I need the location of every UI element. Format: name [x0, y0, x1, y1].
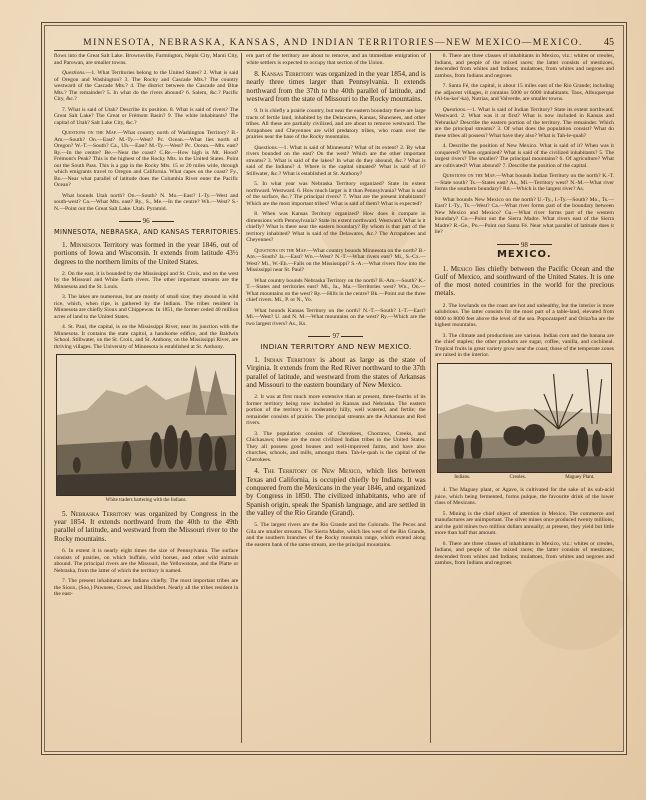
paragraph-6: 6. There are three classes of inhabitants in Mexico, viz.: whites or creoles, Indians, and people of the mixed races; the latter consists of mestizoes, descended from whites and Indians; mulattoes, from whites and negroes and zambos, from Indians and negroes: [434, 53, 614, 79]
trading-scene-engraving: [57, 355, 235, 495]
nebraska-questions: 5. In what year was Nebraska Territory organized? State its extent northward. Westward. 6. How much larger is it than Pennsylvania? What is said of the surface, &c.? The principal rivers? 7. What are the present inhabitants? Which are the most important tribes? What is said of them? What is expected?: [246, 181, 426, 207]
utah-map-questions: What bounds Utah north? On.—South? N. Mo.—East? I.-Ty.—West and south-west? Ca.—What Mts. east? Ry., S., Me.—In the centre? Wh.—West? S.-N.—Point out the Great Salt Lake. Utah. Pyramid.: [54, 192, 239, 212]
questions-label: Questions.: [254, 144, 279, 151]
section-title: MEXICO.: [496, 249, 552, 260]
questions-paragraph: Questions.—1. What Territories belong to the United States? 2. What is said of Oregon and Washington? 3. The Rocky and Cascade Mts.? The country westward of the Cascade Mts.? 4. The district between the Cascade and Blue Mts.? The remainder? 5. In what do the rivers abound? 6. Salem, &c.? Pacific City, &c.?: [54, 70, 239, 102]
mexico-scene-engraving: [438, 364, 611, 472]
paragraph-5: 5. The largest rivers are the Rio Grande and the Colorado. The Pecos and Gila are smaller streams. The Sierra Madre, which lies west of the Rio Grande, and the southern branches of the Rocky mountain range, which extend along the eastern bank of the same stream, are the principal mountains.: [246, 522, 426, 548]
illustration-trading: [56, 354, 236, 496]
map-questions: Questions on the Map.—What country bounds Minnesota on the north? B.-Am.—South? Ia.—East? Wn.—West? N.-T.—What rivers east? Mi., S.-Cx.—West? Mi., W.-Eh.—Falls on the Mississippi? S.-A.—What rivers flow into the Mississippi near St. Paul?: [246, 247, 426, 274]
questions-paragraph: Questions.—1. What is said of Indian Territory? State its extent northward. Westward. 2. What was it at first? What is now included in Kansas and Nebraska? Describe the eastern portion of the territory. The remainder. Which are the principal streams? 3. Of what does the population consist? What do these tribes all possess? What have they also? What is Tah-le-quah?: [434, 106, 614, 139]
paragraph-1: 1. Minnesota Territory was formed in the year 1846, out of portions of Iowa and Wisconsin. It extends from latitude 43½ degrees to the northern limits of the United States.: [54, 241, 239, 266]
page-number: 45: [604, 36, 614, 48]
section-number: 98: [435, 242, 614, 249]
questions-paragraph: Questions.—1. What is said of Minnesota? What of its extent? 2. By what rivers bounded on the east? On the west? Which are the other important streams? 3. What is said of the lakes? In what do they abound, &c.? What is said of the Indians? 4. Where is the capital situated? What is said of it? Stillwater, &c.? What is established at St. Anthony?: [246, 144, 426, 177]
questions-label: Questions.: [62, 70, 86, 76]
caption-creoles: Creoles.: [509, 474, 526, 480]
column-right: [431, 53, 614, 743]
paragraph-7: 7. Santa Fé, the capital, is about 15 miles east of the Rio Grande; including the adjacent villages, it contains 5000 or 6000 inhabitants. Taos, Albuquerque (Al-bu-ker'-ka), Nutrias, and Valverde, are smaller towns.: [434, 83, 614, 102]
paragraph-7: 7. The present inhabitants are Indians chiefly. The most important tribes are the Sioux, (Soo,) Pawnees, Crows, and Blackfeet. Nearly all the tribes resident in the east-: [54, 578, 239, 598]
running-title: MINNESOTA, NEBRASKA, KANSAS, AND INDIAN TERRITORIES—NEW MEXICO—MEXICO.: [83, 36, 583, 48]
paragraph-6: 6. In extent it is nearly eight times the size of Pennsylvania. The surface consists of prairies, on which buffalo, wild horses, and other wild animals abound. The principal rivers are the Missouri, the Yellowstone, and the Platte or Nebraska, from the latter of which the territory is named.: [54, 548, 239, 574]
new-mexico-map-questions: What bounds New Mexico on the north? U.-Ty., I.-Ty.—South? Mo., Ts.—East? I.-Ty., Ts.—West? Ca.—What river forms part of the boundary between New Mexico and Mexico? Ga.—What river forms part of the western boundary? Co.—Point out the Sierra Madre. What rivers east of the Sierra Madre? R.-Ge., Po.—Point out Santa Fé. Near what parallel of latitude does it lie?: [434, 196, 614, 235]
caption-maguey: Maguey Plant.: [565, 474, 595, 480]
map-questions: Questions on the Map.—What country north of Washington Territory? B.-Am.—South? On.—East? M.-Ty.—West? Pc. Ocean.—What lies north of Oregon? W.-T.—South? Ca., Uh.—East? M.-Ty.—West? Pc. Ocean.—Mts. east? Ry.—In the centre? Be.—Near the coast? C.Re.—How high is Mt. Hood? Frémont's Peak? This is the highest of the Rocky Mts. in the United States. Point out the South Pass. This is a gap in the Rocky Mts. 15 or 20 miles wide, through which emigrants travel to Oregon and California. What capes on the coast? Fy., Bo.—Near what parallel of latitude does the Columbia River enter the Pacific Ocean?: [54, 130, 239, 188]
paragraph-4: 4. The Territory of New Mexico, which lies between Texas and California, is occupied chiefly by Indians. It was conquered from the Mexicans in the year 1846, and organized by Congress in 1850. The civilized inhabitants, who are of Spanish origin, speak the Spanish language, and are settled in the valley of the Rio Grande (Grand).: [246, 467, 426, 517]
illustration-mexico: [437, 363, 612, 473]
paragraph-2: 2. The lowlands on the coast are hot and unhealthy, but the interior is more salubrious. The latter consists for the most part of a table-land, elevated from 6000 to 8000 feet above the level of the sea. Popocatapetl' and Oriza'ba are the highest mountains.: [434, 302, 614, 329]
map-questions: Questions on the Map.—What bounds Indian Territory on the north? K.-T.—State south? Ts.—States east? As., Mi.—Territory west? N.-M.—What river forms the southern boundary? Rd.—Which is the largest river? As.: [434, 173, 614, 192]
continued-paragraph: ern part of the territory are about to remove, and an immediate emigration of white settlers is expected to occupy that section of the Union.: [246, 53, 426, 66]
questions-label: Questions.: [442, 106, 467, 113]
paragraph-3: 3. The lakes are numerous, but are mostly of small size; they abound in wild rice, which, when ripe, is gathered by the Indians. The tribes resident in Minnesota are chiefly Sioux and Chippewas. In 1851, the former ceded 40 million acres of land to the United States.: [54, 294, 239, 320]
paragraph-9: 9. It is chiefly a prairie country, but near the eastern boundary there are large tracts of fertile land, inhabited by the Delawares, Kansas, Shawnees, and other tribes. All these are partially civilized, and are about to remove westward. The Arrapahoes and Cheyennes are wild predatory tribes, who roam over the prairies near the base of the Rocky mountains.: [246, 108, 426, 141]
kansas-map-questions: What bounds Kansas Territory on the north? N.-T.—South? I.-T.—East? Mi.—West? U. and N. M.—What mountains on the west? Ry.—Which are the two largest rivers? As., Ks.: [246, 307, 426, 327]
utah-questions: 7. What is said of Utah? Describe its position. 8. What is said of rivers? The Great Salt Lake? The Great or Frémont Basin? 9. The white inhabitants? The capital of Utah? Salt Lake City, &c.?: [54, 106, 239, 126]
paragraph-5: 5. Mining is the chief object of attention in Mexico. The commerce and manufactures are unimportant. The silver mines once produced twenty millions, and the gold mines two million dollars annually; at present, they yield but little more than half that amount.: [434, 510, 614, 537]
paragraph-1: 1. Mexico lies chiefly between the Pacific Ocean and the Gulf of Mexico, and southward of the United States. It is one of the most noted countries in the world for the precious metals.: [434, 264, 614, 298]
map-questions-label: Questions on the Map.: [62, 130, 118, 136]
paragraph-2: 2. It was at first much more extensive than at present, three-fourths of its former territory being now included in Kansas and Nebraska. The eastern portion of the territory is moderately hilly, well watered, and fertile; the remainder consists of prairie. The principal streams are the Arkansas and Red rivers.: [246, 394, 426, 427]
column-left: [54, 53, 242, 743]
paragraph-2: 2. On the east, it is bounded by the Mississippi and St. Croix, and on the west by the Missouri and White Earth rivers. The other important streams are the Minnesota and the St. Louis.: [54, 270, 239, 290]
column-middle: [242, 53, 430, 743]
kansas-questions: 8. When was Kansas Territory organized? How does it compare in dimensions with Pennsylvania? State its extent northward. Westward. What is it chiefly? What is there near the eastern boundary? By whom is that part of the territory inhabited? What is said of the Delawares, &c.? The Arrapahoes and Cheyennes?: [246, 211, 426, 244]
map-questions-label: Questions on the Map.: [254, 247, 308, 254]
caption-indians: Indians.: [454, 474, 471, 480]
section-number: 96: [54, 218, 238, 225]
paragraph-5: 5. Nebraska Territory was organized by Congress in the year 1854. It extends northward from the 40th to the 49th parallel of latitude, and westward from the Missouri river to the Rocky mountains.: [54, 509, 239, 543]
paragraph-3: 3. The climate and productions are various. Indian corn and the banana are the chief staples; the other products are sugar, coffee, vanilla, and cochineal. Tropical fruits in great variety grow near the coast; those of the temperate zones are raised in the interior.: [434, 332, 614, 359]
illustration-caption: White traders bartering with the Indians.: [105, 498, 187, 504]
illustration-captions: [435, 475, 614, 482]
paragraph-8: 8. Kansas Territory was organized in the year 1854, and is nearly three times larger than Pennsylvania. It extends northward from the 37th to the 40th parallel of latitude, and westward from the state of Missouri to the Rocky mountains.: [246, 70, 426, 103]
paragraph-4: 4. The Maguey plant, or Agave, is cultivated for the sake of its sub-acid juice, which being fermented, forms pulque, the favourite drink of the lower class of Mexicans.: [434, 487, 614, 507]
continued-paragraph: flows into the Great Salt Lake. Brownsville, Farmington, Nephi City, Manti City, and Parowan, are smaller towns.: [54, 53, 239, 66]
paragraph-1: 1. Indian Territory is about as large as the state of Virginia. It extends from the Red River northward to the 37th parallel of latitude, and westward from the states of Arkansas and Missouri to the eastern boundary of New Mexico.: [246, 356, 426, 390]
paragraph-3: 3. The population consists of Cherokees, Choctaws, Creeks, and Chickasaws; these are the most civilized Indian tribes in the United States. They all possess good houses and well-improved farms, and have also churches, schools, and mills, amongst them. Tah-le-quah is the capital of the Cherokees.: [246, 430, 426, 463]
page-header: [54, 34, 614, 51]
text-columns: [54, 53, 614, 743]
nebraska-map-questions: What country bounds Nebraska Territory on the north? B.-Am.—South? K.-T.—States and territories east? Mi., Ia., Ma.—Territories west? Wn., On.—What mountains on the west? Ry.—Hills in the centre? Bk.—Point out the three chief rivers. Mi., P. or N., Yo.: [246, 277, 426, 304]
section-number: 97: [246, 333, 425, 340]
map-questions-label: Questions on the Map.: [442, 173, 497, 179]
section-title: MINNESOTA, NEBRASKA, AND KANSAS TERRITORIES.: [54, 227, 241, 236]
paragraph-4: 4. St. Paul, the capital, is on the Mississippi River, near its junction with the Minnesota. It contains the state capitol, a handsome edifice, and the Baldwin School. Stillwater, on the St. Croix, and St. Anthony, on the Mississippi River, are thriving villages. The University of Minnesota is established at St. Anthony.: [54, 324, 239, 350]
paragraph-6: 6. There are three classes of inhabitants in Mexico, viz.: whites or creoles, Indians, and people of the mixed races; the latter consists of mestizoes, descended from whites and Indians; mulattoes, from whites and negroes and zambos, from Indians and negroes: [434, 540, 614, 567]
section-title: INDIAN TERRITORY AND NEW MEXICO.: [260, 341, 412, 351]
new-mexico-questions: 4. Describe the position of New Mexico. What is said of it? When was it conquered? When organized? What is said of the civilized inhabitants? 5. The largest rivers? The smaller? The principal mountains? 6. Of agriculture? What are cultivated? What abound? 7. Describe the position of the capital.: [434, 143, 614, 169]
